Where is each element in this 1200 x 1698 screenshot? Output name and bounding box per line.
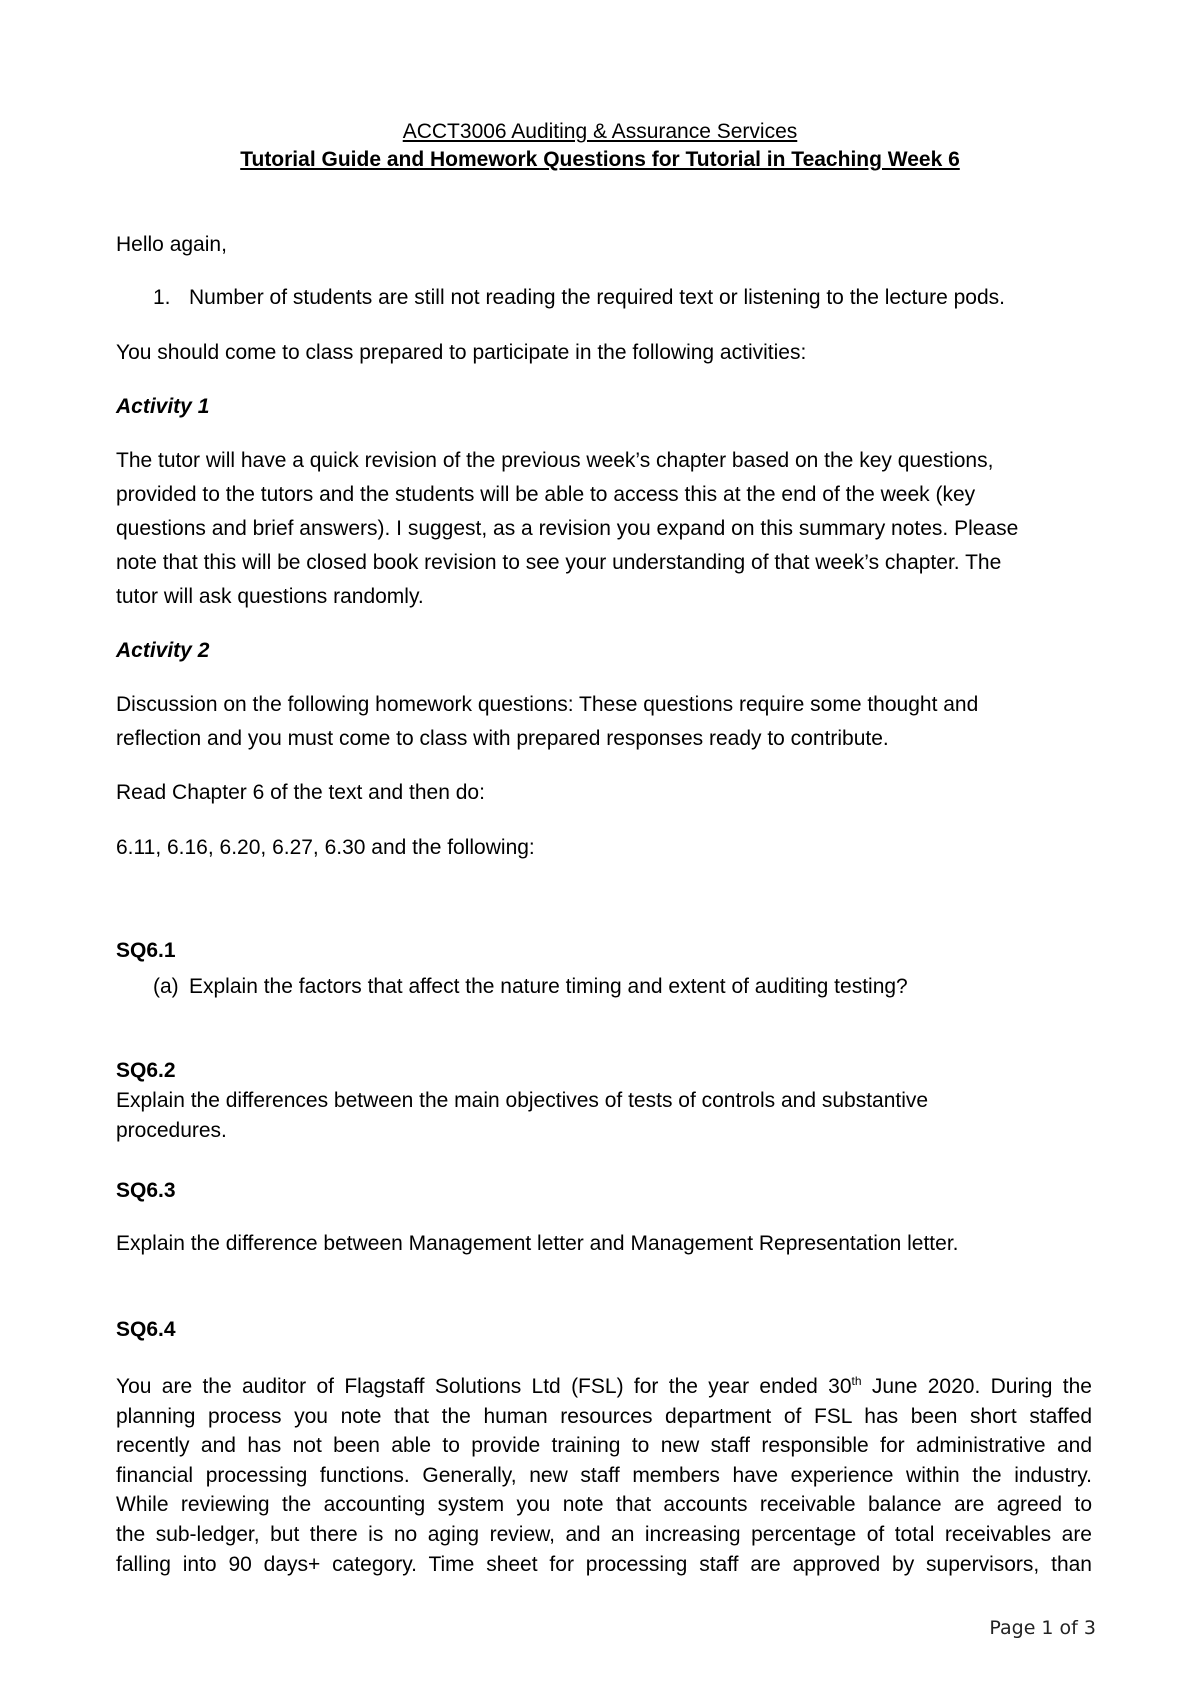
sq61-item-text: Explain the factors that affect the nature timing and extent of auditing testing? [189, 975, 908, 998]
preparation-text: You should come to class prepared to participate in the following activities: [116, 341, 807, 364]
sq64-line-2: planning process you note that the human resources department of FSL has been short staffed [116, 1404, 1092, 1428]
sq62-line-2: procedures. [116, 1119, 227, 1142]
activity-1-line-2: provided to the tutors and the students will be able to access this at the end of the week (key [116, 483, 976, 506]
activity-1-heading: Activity 1 [116, 395, 210, 418]
activity-2-line-1: Discussion on the following homework questions: These questions require some thought and [116, 693, 979, 716]
sq62-line-1: Explain the differences between the main objectives of tests of controls and substantive [116, 1089, 929, 1112]
sq64-paragraph [116, 1372, 1092, 1579]
activity-1-line-1: The tutor will have a quick revision of the previous week’s chapter based on the key questions, [116, 449, 994, 472]
sq64-line-1 [116, 1372, 1092, 1402]
read-instruction: Read Chapter 6 of the text and then do: [116, 781, 485, 804]
sq63-text: Explain the difference between Management letter and Management Representation letter. [116, 1232, 959, 1255]
sq63-heading: SQ6.3 [116, 1179, 176, 1202]
sq64-line-7: falling into 90 days+ category. Time sheet for processing staff are approved by supervisors, than [116, 1552, 1092, 1576]
sq64-line-1-before: You are the auditor of Flagstaff Solutions Ltd (FSL) for the year ended 30 [116, 1375, 852, 1398]
sq61-heading: SQ6.1 [116, 939, 176, 962]
document-subtitle: Tutorial Guide and Homework Questions for Tutorial in Teaching Week 6 [240, 148, 960, 171]
sq64-line-5: While reviewing the accounting system you note that accounts receivable balance are agreed to [116, 1493, 1092, 1517]
course-title: ACCT3006 Auditing & Assurance Services [402, 120, 798, 143]
list-number: 1. [153, 286, 171, 309]
sq61-item-label: (a) [153, 975, 179, 998]
activity-2-heading: Activity 2 [116, 639, 210, 662]
activity-2-line-2: reflection and you must come to class with prepared responses ready to contribute. [116, 727, 889, 750]
sq64-line-3: recently and has not been able to provide training to new staff responsible for administrative and [116, 1434, 1092, 1458]
sq64-line-4: financial processing functions. Generally, new staff members have experience within the industry. [116, 1463, 1092, 1487]
greeting: Hello again, [116, 233, 227, 256]
sq62-heading: SQ6.2 [116, 1059, 176, 1082]
list-item-text: Number of students are still not reading the required text or listening to the lecture pods. [189, 286, 1005, 309]
sq64-line-1-sup: th [851, 1374, 862, 1388]
activity-1-line-5: tutor will ask questions randomly. [116, 585, 424, 608]
sq64-line-1-after: June 2020. During the [861, 1375, 1092, 1398]
sq64-heading: SQ6.4 [116, 1318, 176, 1341]
activity-1-line-3: questions and brief answers). I suggest, as a revision you expand on this summary notes. Please [116, 517, 1019, 540]
sq64-line-6: the sub-ledger, but there is no aging review, and an increasing percentage of total receivables are [116, 1522, 1092, 1546]
question-list: 6.11, 6.16, 6.20, 6.27, 6.30 and the following: [116, 836, 535, 859]
activity-1-line-4: note that this will be closed book revision to see your understanding of that week’s chapter. The [116, 551, 1002, 574]
page-number: Page 1 of 3 [989, 1617, 1096, 1639]
